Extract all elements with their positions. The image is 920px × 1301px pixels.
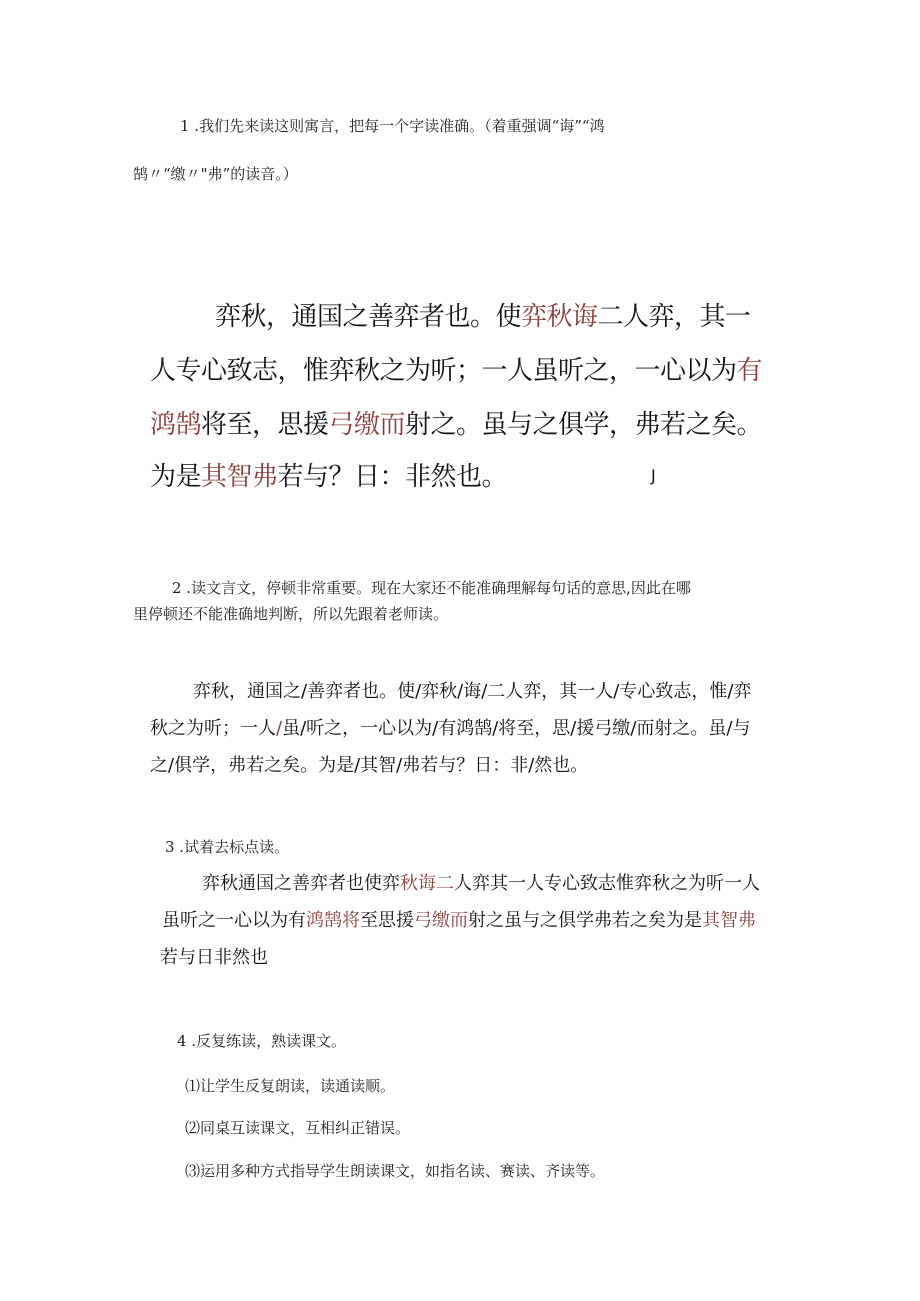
- highlight: 有: [736, 356, 763, 386]
- highlight: 鸿鹄: [150, 410, 202, 440]
- text: 虽听之一心以为有: [162, 910, 306, 931]
- section4-item: ⑶运用多种方式指导学生朗读课文，如指名读、赛读、齐读等。: [185, 1162, 606, 1180]
- passage-large-line3: [150, 404, 762, 441]
- text: 二人弈，其一: [597, 302, 751, 332]
- highlight: 其智弗: [201, 462, 278, 492]
- passage-pause-line1: 弈秋，通国之/善弈者也。使/弈秋/诲/二人弈，其一人/专心致志，惟/弈: [193, 681, 752, 702]
- passage-large-line4: [150, 456, 507, 493]
- text: 将至，思援: [201, 410, 329, 440]
- passage-large-line2: [150, 350, 762, 387]
- passage-large-line1: [215, 296, 751, 333]
- section4-item: ⑴让学生反复朗读，读通读顺。: [185, 1077, 396, 1095]
- highlight: 弈秋诲: [521, 302, 598, 332]
- text: 弈秋通国之善弈者也使弈: [202, 873, 400, 894]
- passage-pause-line2: [150, 714, 750, 740]
- highlight: 弓缴而: [328, 410, 406, 440]
- text: 至思援: [360, 910, 414, 931]
- section4-item: ⑵同桌互读课文，互相纠正错误。: [185, 1119, 411, 1137]
- highlight: 秋诲二: [400, 873, 454, 894]
- stray-mark: J: [651, 466, 656, 485]
- passage-pause-line3: 之/俱学，弗若之矣。为是/其智/弗若与？日：非/然也。: [150, 755, 589, 776]
- text: 若与？日：非然也。: [277, 462, 508, 492]
- highlight: 其智弗: [702, 910, 756, 931]
- text: 人专心致志，惟弈秋之为听；一人虽听之，一心以为: [150, 356, 737, 386]
- text: 为是: [150, 462, 202, 492]
- text: 射之。虽与之俱学，弗若之矣。: [405, 410, 763, 440]
- section3-title: 3 .试着去标点读。: [165, 838, 290, 856]
- text: 射之虽与之俱学弗若之矣为是: [468, 910, 702, 931]
- section4-title: 4 .反复练读，熟读课文。: [177, 1032, 347, 1050]
- section1-line2: 鹄〃“缴〃"弗”的读音。）: [133, 165, 298, 183]
- text: 虽/听之，一心以为/有鸿鹄/将至，思/援弓缴/而射之。虽/与: [282, 718, 751, 739]
- highlight: 弓缴而: [414, 910, 468, 931]
- text: 人弈其一人专心致志惟弈秋之为听一人: [454, 873, 760, 894]
- highlight: 鸿鹄将: [306, 910, 360, 931]
- section2-line2: 里停顿还不能准确地判断，所以先跟着老师读。: [133, 605, 449, 623]
- passage-unpunct-line1: [202, 869, 760, 895]
- highlight: /: [276, 718, 283, 739]
- passage-unpunct-line2: [162, 906, 756, 932]
- passage-unpunct-line3: 若与日非然也: [160, 947, 268, 968]
- text: 弈秋，通国之善弈者也。使: [215, 302, 522, 332]
- section1-line1: 1 .我们先来读这则寓言，把每一个字读准确。（着重强调“诲”“鸿: [180, 117, 605, 135]
- section2-line1: 2 .读文言文，停顿非常重要。现在大家还不能准确理解每句话的意思,因此在哪: [172, 579, 691, 597]
- text: 秋之为听；一人: [150, 718, 276, 739]
